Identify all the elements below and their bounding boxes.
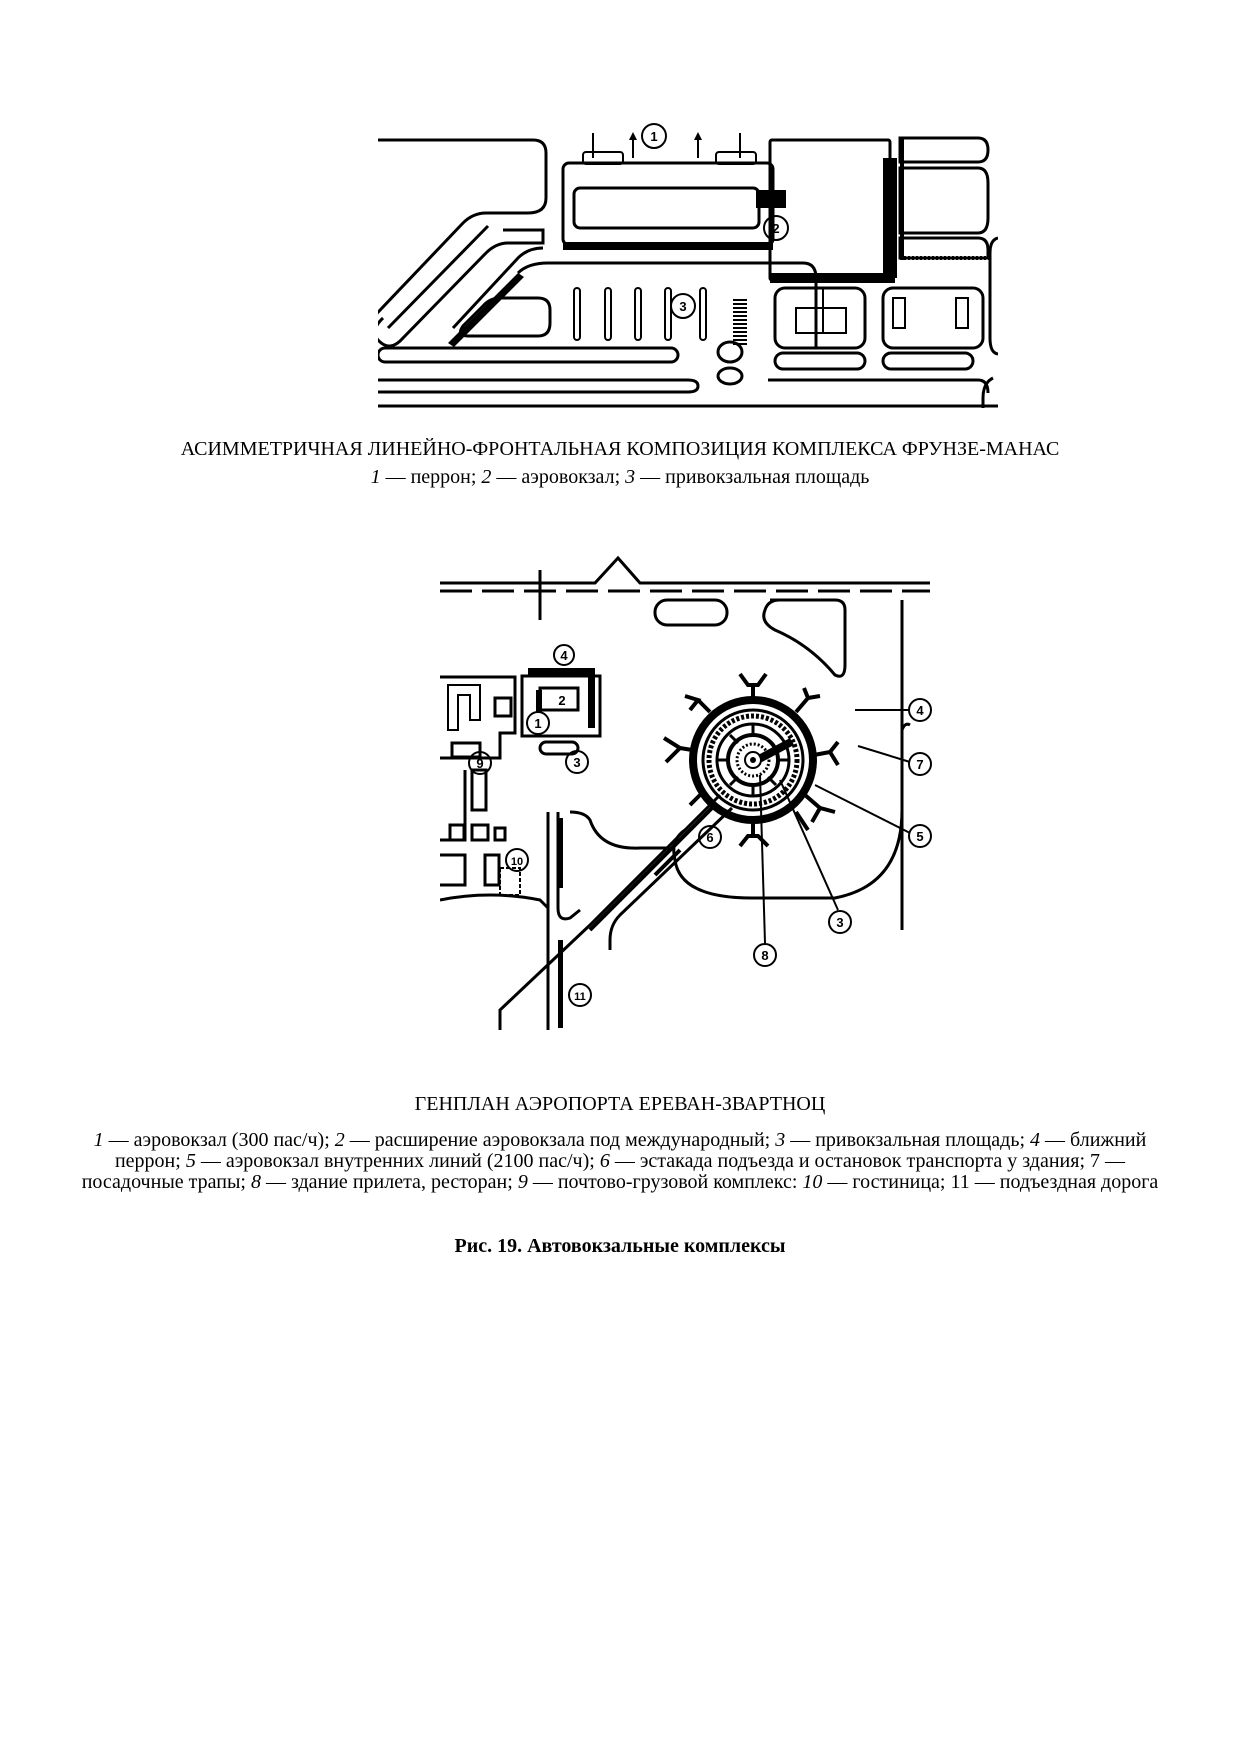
svg-text:7: 7 (916, 757, 924, 772)
marker-11 (569, 984, 591, 1006)
figure-caption: Рис. 19. Автовокзальные комплексы (454, 1235, 786, 1257)
figure-zvartnots-master-plan (440, 550, 940, 1030)
legend-item: 6 — эстакада подъезда и остановок транспорта у здания; (599, 1150, 1091, 1172)
legend-item: 1 — аэровокзал (300 пас/ч); (93, 1129, 335, 1151)
marker-5 (815, 785, 931, 847)
marker-1 (527, 712, 549, 734)
figure1-title: АСИММЕТРИЧНАЯ ЛИНЕЙНО-ФРОНТАЛЬНАЯ КОМПОЗИЦИЯ КОМПЛЕКСА ФРУНЗЕ-МАНАС (180, 438, 1060, 460)
legend-item: 2 — аэровокзал; (481, 466, 626, 488)
figure-frunze-manas-plan (378, 118, 998, 408)
marker-9 (469, 752, 491, 774)
svg-text:4: 4 (560, 648, 568, 663)
svg-text:2: 2 (772, 221, 780, 236)
legend-item: 3 — привокзальная площадь (625, 466, 870, 488)
legend-item: 10 — гостиница; (802, 1171, 951, 1193)
marker-3 (671, 294, 695, 318)
svg-text:5: 5 (916, 829, 924, 844)
figure1-legend (0, 466, 1240, 488)
legend-item: 5 — аэровокзал внутренних линий (2100 пас/ч); (185, 1150, 600, 1172)
marker-2 (558, 693, 565, 708)
figure2-title: ГЕНПЛАН АЭРОПОРТА ЕРЕВАН-ЗВАРТНОЦ (414, 1093, 826, 1115)
svg-text:11: 11 (574, 991, 586, 1003)
svg-text:2: 2 (558, 693, 566, 708)
svg-text:3: 3 (679, 299, 687, 314)
marker-7 (858, 746, 931, 775)
legend-item: 7 — посадочные трапы; (81, 1150, 1126, 1193)
marker-3-small (566, 751, 588, 773)
svg-text:10: 10 (510, 856, 524, 868)
svg-text:6: 6 (706, 830, 714, 845)
svg-text:1: 1 (650, 129, 658, 144)
legend-item: 1 — перрон; (370, 466, 482, 488)
svg-text:1: 1 (534, 716, 542, 731)
legend-item: 8 — здание прилета, ресторан; (250, 1171, 518, 1193)
svg-text:9: 9 (476, 756, 484, 771)
svg-text:8: 8 (761, 948, 769, 963)
legend-item: 3 — привокзальная площадь; (775, 1129, 1031, 1151)
svg-text:4: 4 (916, 703, 924, 718)
marker-2 (764, 216, 788, 240)
svg-text:3: 3 (836, 915, 844, 930)
marker-1 (642, 124, 666, 148)
marker-10 (506, 849, 528, 871)
figure2-legend (70, 1130, 1170, 1193)
svg-text:3: 3 (573, 755, 581, 770)
legend-item: 9 — почтово-грузовой комплекс: (517, 1171, 803, 1193)
marker-4-apron (855, 699, 931, 721)
marker-4-small-terminal (554, 645, 574, 665)
legend-item: 4 — ближний перрон; (114, 1129, 1147, 1172)
legend-item: 2 — расширение аэровокзала под международный; (334, 1129, 776, 1151)
legend-item: 11 — подъездная дорога (950, 1171, 1159, 1193)
